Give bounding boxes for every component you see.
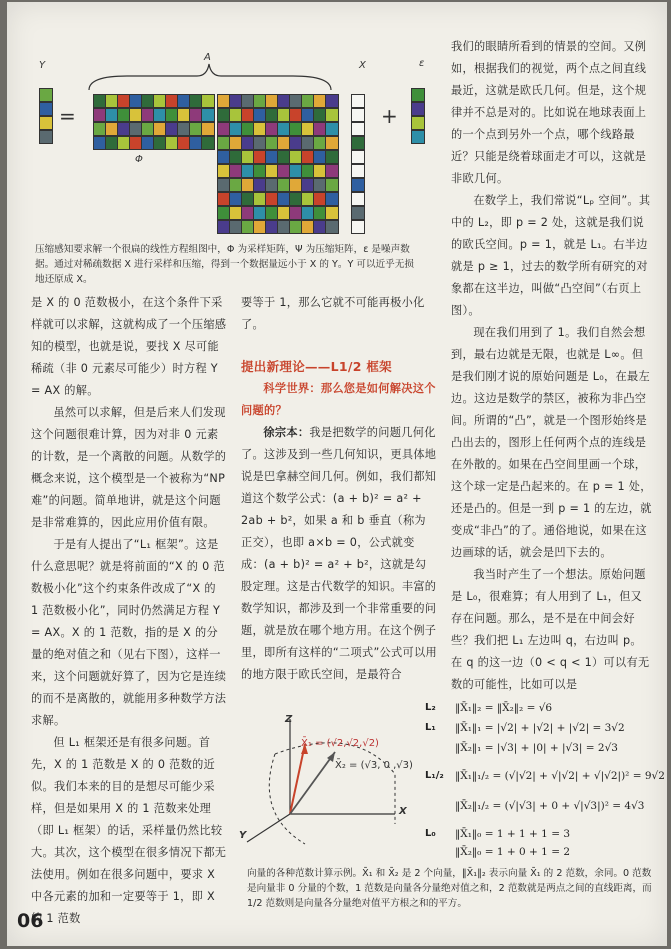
axis-x-label: X [399,806,407,817]
matrix-cell [325,150,339,164]
matrix-cell [39,88,53,102]
plus-sign: + [381,104,398,128]
right-column [451,36,653,696]
matrix-cell [351,206,365,220]
vector2-label: X̄₂ = (√3, 0 ,√3) [335,760,413,771]
norm-expression: ‖X̄₂‖₁/₂ = (√|√3| + 0 + √|√3|)² = 4√3 [455,800,645,812]
matrix-cell [325,178,339,192]
matrix-cell [351,220,365,234]
interview-answer [241,422,437,686]
matrix-cell [39,130,53,144]
matrix-cell [201,136,215,150]
section-title: 提出新理论——L1/2 框架 [241,359,392,374]
matrix-cell [411,88,425,102]
matrix-cell [201,94,215,108]
matrix-cell [39,116,53,130]
matrix-cell [351,94,365,108]
matrix-cell [351,178,365,192]
matrix-cell [201,122,215,136]
norm-label: L₁/₂ [425,770,444,781]
matrix-cell [351,192,365,206]
matrix-cell [411,102,425,116]
answer-text: 我是把数学的问题几何化了。这涉及到一些几何知识，更具体地说是巴拿赫空间几何。例如，我们都知道这个数学公式：(a + b)² = a² + 2ab + b²，如果 a 和 b 垂直（称为正交），也即 a×b = 0，公式就变成：(a + b)² = a² + b²，这就是勾股定理。这是古代数学的知识。丰富的数学知识，都涉及到一个非常重要的问题，就是放在哪个地方用。在这个例子里，即所有这样的“二项式”公式可以用的地方限于欧氏空间，是最符合 [241,426,437,681]
equals-sign: = [59,104,76,128]
page-number: 06 [17,910,44,932]
norm-expression: ‖X̄₁‖₁/₂ = (√|√2| + √|√2| + √|√2|)² = 9√2 [455,770,665,782]
psi-matrix [217,94,337,234]
paragraph: 我们的眼睛所看到的情景的空间。又例如，根据我们的视觉，两个点之间直线最近，这就是欧氏几何。但是，这个规律并不总是对的。比如说在地球表面上的一个点到另外一个点，哪个线路最近？只能是绕着球面走才可以，这就是非欧几何。 [451,40,647,185]
matrix-cell [351,136,365,150]
y-vector [39,88,51,144]
norm-row [425,846,665,866]
label-a: A [204,52,211,63]
norm-label: L₁ [425,722,436,733]
matrix-cell [325,108,339,122]
label-epsilon: ε [419,58,425,69]
norm-expression: ‖X̄₂‖₁ = |√3| + |0| + |√3| = 2√3 [455,742,618,754]
axis-y-label: Y [239,830,247,841]
label-x: X [359,60,366,71]
matrix-cell [411,130,425,144]
norm-expression: ‖X̄₁‖₀ = 1 + 1 + 1 = 3 [455,828,571,840]
x-vector [351,94,363,234]
paragraph: 虽然可以求解，但是后来人们发现这个问题很难计算，因为对非 0 元素的计数，是一个离散的问题。从数学的概念来说，这个模型是一个被称为“NP 难”的问题。简单地讲，就是这个问题是非常难算的，因此应用价值有限。 [31,406,227,529]
norm-label: L₂ [425,702,436,713]
matrix-cell [325,164,339,178]
phi-matrix [93,94,213,150]
axis-z-label: Z [285,714,293,725]
norm-expression: ‖X̄₁‖₂ = ‖X̄₂‖₂ = √6 [455,702,553,714]
norm-row [425,742,665,762]
paragraph: 在数学上，我们常说“Lₚ 空间”。其中的 L₂，即 p = 2 处，这就是我们说的欧氏空间。p = 1，就是 L₁。右半边就是 p ≥ 1，过去的数学所有研究的对象都在这半边，叫做“凸空间”（右页上图）。 [451,194,651,317]
matrix-cell [325,192,339,206]
norm-row [425,800,665,820]
left-column [31,292,227,930]
speaker-name: 徐宗本： [263,426,310,439]
epsilon-vector [411,88,423,144]
magazine-page [7,2,667,946]
label-phi: Φ [135,154,143,165]
matrix-cell [351,122,365,136]
vector-diagram [235,714,425,864]
paragraph: 是 X 的 0 范数极小，在这个条件下采样就可以求解，这就构成了一个压缩感知的模型，也就是说，要找 X 尽可能稀疏（非 0 元素尽可能少）时方程 Y = AX 的解。 [31,296,227,397]
norm-expression: ‖X̄₁‖₁ = |√2| + |√2| + |√2| = 3√2 [455,722,625,734]
middle-column [241,292,437,686]
norm-expression: ‖X̄₂‖₀ = 1 + 0 + 1 = 2 [455,846,571,858]
norm-row [425,722,665,742]
matrix-cell [351,108,365,122]
norm-row [425,702,665,722]
matrix-cell [325,136,339,150]
paragraph: 要等于 1，那么它就不可能再极小化了。 [241,296,425,331]
vector1-label: X̄₁ = (√2,√2,√2) [301,738,379,749]
figure1-caption: 压缩感知要求解一个很扁的线性方程组图中，Φ 为采样矩阵，Ψ 为压缩矩阵，ε 是噪声数据。通过对稀疏数据 X 进行采样和压缩，得到一个数据量远小于 X 的 Y。Y 可以近乎无损地还原成 X。 [35,244,414,285]
interview-question: 科学世界：那么您是如何解决这个问题的？ [241,382,436,417]
matrix-cell [351,150,365,164]
matrix-cell [201,108,215,122]
paragraph: 但 L₁ 框架还是有很多问题。首先，X 的 1 范数是 X 的 0 范数的近似。我们本来的目的是想尽可能少采样，但是如果用 X 的 1 范数来处理（即 L₁ 框架）的话，采样量仍然比较大。其次，这个模型在很多情况下都无法使用。例如在很多问题中，要求 X 中各元素的加和一定要等于 1，即 X 的 1 范数 [31,736,227,925]
matrix-cell [351,164,365,178]
matrix-cell [325,122,339,136]
matrix-cell [325,94,339,108]
norm-row [425,828,665,848]
matrix-cell [325,206,339,220]
paragraph: 我当时产生了一个想法。原始问题是 L₀，很难算；有人用到了 L₁，但又存在问题。那么，是不是在中间会好些？我们把 L₁ 左边叫 q，右边叫 p。在 q 的这一边（0 < q < 1）可以有无数的可能性，比如可以是 [451,568,650,691]
norm-label: L₀ [425,828,436,839]
norm-row [425,770,665,790]
paragraph: 现在我们用到了 1。我们自然会想到，最右边就是无限，也就是 L∞。但是我们刚才说的原始问题是 L₀，在最左边。这边是数学的禁区，被称为非凸空间。所谓的“凸”，就是一个图形始终是凸出去的，图形上任何两个点的连线是在外散的。如果在凸空间里画一个球，这个球一定是凸起来的。在 p = 1 处，还是凸的。但是一到 p = 1 的左边，就变成“非凸”的了。通俗地说，如果在这边画球的话，就会是凹下去的。 [451,326,652,559]
brace-icon [87,62,337,92]
matrix-cell [411,116,425,130]
label-y: Y [39,60,46,71]
matrix-cell [39,102,53,116]
figure2-caption: 向量的各种范数计算示例。X̄₁ 和 X̄₂ 是 2 个向量，‖X̄₁‖₂ 表示向量 X̄₁ 的 2 范数，余同。0 范数是向量非 0 分量的个数，1 范数是向量各分量绝对值之和，2 范数就是两点之间的直线距离，而 1/2 范数则是向量各分量绝对值平方根之和的平方。 [247,868,652,909]
matrix-cell [325,220,339,234]
paragraph: 于是有人提出了“L₁ 框架”。这是什么意思呢？就是将前面的“X 的 0 范数极小化”这个约束条件改成了“X 的 1 范数极小化”，同时仍然满足方程 Y = AX。X 的 1 范数，指的是 X 的分量的绝对值之和（见右下图），这样一来，这个问题就好算了，因为它是连续的而不是离散的，就能用多种数学方法求解。 [31,538,227,727]
